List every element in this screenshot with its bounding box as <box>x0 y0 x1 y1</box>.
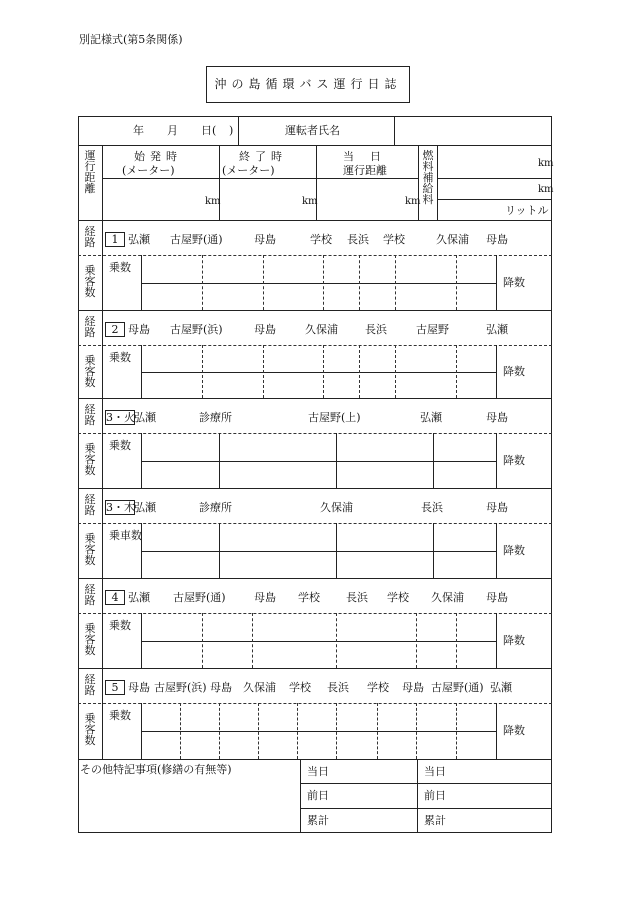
route-number-box <box>105 322 125 337</box>
route-stop: 久保浦 <box>305 323 338 336</box>
grid-column-divider <box>433 523 434 578</box>
route-separator <box>78 345 552 346</box>
boarding-count-cell[interactable] <box>435 435 494 459</box>
grid-column-divider <box>416 703 417 759</box>
boarding-count-cell[interactable] <box>299 705 334 729</box>
route-block-bottom <box>78 310 552 311</box>
notes-today-2: 当日 <box>424 765 446 778</box>
route-stop: 母島 <box>486 501 508 514</box>
end-label: 終了時 <box>239 150 287 163</box>
boarding-count-cell[interactable] <box>338 435 431 459</box>
start-unit: km <box>205 196 221 207</box>
route-stop: 学校 <box>383 233 405 246</box>
notes-prev-1: 前日 <box>307 789 329 802</box>
grid-column-divider <box>202 613 203 668</box>
boarding-label: 乗数 <box>109 439 131 452</box>
alighting-count-cell[interactable] <box>143 553 217 576</box>
day-distance-sub: 運行距離 <box>343 164 387 177</box>
grid-column-divider <box>252 613 253 668</box>
boarding-count-cell[interactable] <box>338 705 375 729</box>
alighting-count-cell[interactable] <box>361 374 393 396</box>
grid-mid-line <box>141 641 496 642</box>
alighting-count-cell[interactable] <box>458 374 494 396</box>
alighting-count-cell[interactable] <box>143 285 200 308</box>
route-number: 3・木 <box>106 501 135 514</box>
boarding-count-cell[interactable] <box>260 705 295 729</box>
route-number-box <box>105 680 125 695</box>
boarding-count-cell[interactable] <box>338 525 431 549</box>
boarding-count-cell[interactable] <box>418 615 454 639</box>
route-stop: 古屋野 <box>416 323 449 336</box>
route-number-box <box>105 500 135 515</box>
grid-right-border <box>496 255 497 310</box>
grid-column-divider <box>180 703 181 759</box>
title-box <box>206 66 410 103</box>
grid-column-divider <box>219 703 220 759</box>
liter-unit: リットル <box>505 204 549 217</box>
alighting-count-cell[interactable] <box>418 733 454 757</box>
end-sub: (メーター) <box>222 164 275 177</box>
grid-column-divider <box>219 433 220 488</box>
boarding-label: 乗数 <box>109 619 131 632</box>
fuel-label: 燃料補給料 <box>422 149 434 206</box>
grid-column-divider <box>336 613 337 668</box>
boarding-count-cell[interactable] <box>397 257 454 281</box>
passengers-label: 乗客数 <box>84 354 96 389</box>
route-stop: 古屋野(通) <box>170 233 223 246</box>
grid-column-divider <box>456 703 457 759</box>
fuel-unit-1: km <box>538 158 554 169</box>
route-label: 経路 <box>84 673 96 697</box>
grid-column-divider <box>336 703 337 759</box>
boarding-count-cell[interactable] <box>361 347 393 370</box>
route-label: 経路 <box>84 403 96 427</box>
route-stop: 長浜 <box>421 501 443 514</box>
grid-column-divider <box>359 255 360 310</box>
route-stop: 弘瀬 <box>134 411 156 424</box>
route-stop: 長浜 <box>346 591 368 604</box>
route-stop: 母島 <box>254 323 276 336</box>
route-stop: 古屋野(通) <box>173 591 226 604</box>
route-stop: 母島 <box>128 681 150 694</box>
route-number: 5 <box>111 681 119 694</box>
grid-column-divider <box>456 345 457 398</box>
route-stop: 久保浦 <box>436 233 469 246</box>
route-block-bottom <box>78 398 552 399</box>
boarding-label: 乗車数 <box>109 529 142 542</box>
passengers-label: 乗客数 <box>84 532 96 567</box>
route-number: 1 <box>111 233 119 246</box>
end-unit: km <box>302 196 318 207</box>
grid-column-divider <box>336 523 337 578</box>
alighting-count-cell[interactable] <box>254 643 334 666</box>
boarding-count-cell[interactable] <box>458 347 494 370</box>
route-stop: 古屋野(上) <box>308 411 361 424</box>
year-label: 年 <box>133 124 144 137</box>
grid-column-divider <box>359 345 360 398</box>
alighting-count-cell[interactable] <box>397 374 454 396</box>
route-stop: 弘瀬 <box>134 501 156 514</box>
grid-column-divider <box>395 345 396 398</box>
route-stop: 長浜 <box>347 233 369 246</box>
route-separator <box>78 613 552 614</box>
route-stop: 母島 <box>210 681 232 694</box>
route-label-divider <box>102 668 103 759</box>
route-stop: 久保浦 <box>243 681 276 694</box>
boarding-count-cell[interactable] <box>204 347 261 370</box>
boarding-count-cell[interactable] <box>265 347 321 370</box>
grid-column-divider <box>416 613 417 668</box>
alighting-count-cell[interactable] <box>204 374 261 396</box>
distance-section-label: 運行距離 <box>84 149 96 195</box>
alighting-count-cell[interactable] <box>361 285 393 308</box>
passengers-label: 乗客数 <box>84 264 96 299</box>
alighting-count-cell[interactable] <box>265 285 321 308</box>
boarding-count-cell[interactable] <box>221 705 256 729</box>
alighting-label: 降数 <box>503 454 525 467</box>
month-label: 月 <box>167 124 178 137</box>
day-unit: km <box>405 196 421 207</box>
route-stop: 弘瀬 <box>128 233 150 246</box>
passengers-label: 乗客数 <box>84 442 96 477</box>
route-stop: 学校 <box>310 233 332 246</box>
grid-column-divider <box>433 433 434 488</box>
route-label: 経路 <box>84 493 96 517</box>
alighting-count-cell[interactable] <box>397 285 454 308</box>
boarding-label: 乗数 <box>109 709 131 722</box>
boarding-count-cell[interactable] <box>338 615 414 639</box>
boarding-label: 乗数 <box>109 261 131 274</box>
boarding-label: 乗数 <box>109 351 131 364</box>
route-stop: 久保浦 <box>320 501 353 514</box>
route-stop: 弘瀬 <box>486 323 508 336</box>
boarding-count-cell[interactable] <box>143 257 200 281</box>
boarding-count-cell[interactable] <box>379 705 414 729</box>
boarding-count-cell[interactable] <box>143 615 200 639</box>
alighting-count-cell[interactable] <box>204 643 250 666</box>
boarding-count-cell[interactable] <box>204 615 250 639</box>
route-number: 4 <box>111 591 119 604</box>
alighting-count-cell[interactable] <box>221 553 334 576</box>
route-separator <box>78 703 552 704</box>
route-block-bottom <box>78 488 552 489</box>
form-reference: 別記様式(第5条関係) <box>79 33 183 46</box>
route-label: 経路 <box>84 583 96 607</box>
grid-mid-line <box>141 731 496 732</box>
alighting-count-cell[interactable] <box>338 553 431 576</box>
weekday-close: ) <box>229 124 234 137</box>
grid-right-border <box>496 345 497 398</box>
boarding-count-cell[interactable] <box>254 615 334 639</box>
route-separator <box>78 523 552 524</box>
boarding-count-cell[interactable] <box>182 705 217 729</box>
boarding-count-cell[interactable] <box>143 435 217 459</box>
route-label-divider <box>102 398 103 488</box>
grid-column-divider <box>456 613 457 668</box>
grid-mid-line <box>141 551 496 552</box>
alighting-count-cell[interactable] <box>338 733 375 757</box>
grid-column-divider <box>263 255 264 310</box>
route-stop: 弘瀬 <box>420 411 442 424</box>
route-stop: 学校 <box>298 591 320 604</box>
notes-total-2: 累計 <box>424 814 446 827</box>
grid-column-divider <box>202 255 203 310</box>
route-label-divider <box>102 578 103 668</box>
route-label-divider <box>102 488 103 578</box>
grid-column-divider <box>323 255 324 310</box>
route-label: 経路 <box>84 225 96 249</box>
route-stop: 母島 <box>254 233 276 246</box>
day-label: 日( <box>201 124 217 137</box>
driver-name-field[interactable] <box>398 120 548 141</box>
route-separator <box>78 433 552 434</box>
route-stop: 母島 <box>254 591 276 604</box>
alighting-count-cell[interactable] <box>338 463 431 486</box>
alighting-count-cell[interactable] <box>299 733 334 757</box>
notes-label: その他特記事項(修繕の有無等) <box>80 763 232 776</box>
boarding-count-cell[interactable] <box>143 705 178 729</box>
alighting-count-cell[interactable] <box>143 643 200 666</box>
grid-right-border <box>496 433 497 488</box>
passengers-label: 乗客数 <box>84 712 96 747</box>
boarding-count-cell[interactable] <box>221 525 334 549</box>
alighting-count-cell[interactable] <box>435 463 494 486</box>
start-label: 始発時 <box>134 150 182 163</box>
grid-column-divider <box>297 703 298 759</box>
alighting-label: 降数 <box>503 634 525 647</box>
route-block-bottom <box>78 578 552 579</box>
boarding-count-cell[interactable] <box>325 347 357 370</box>
boarding-count-cell[interactable] <box>458 705 494 729</box>
boarding-count-cell[interactable] <box>458 257 494 281</box>
alighting-count-cell[interactable] <box>458 643 494 666</box>
grid-column-divider <box>395 255 396 310</box>
boarding-count-cell[interactable] <box>265 257 321 281</box>
route-label-divider <box>102 310 103 398</box>
boarding-count-cell[interactable] <box>397 347 454 370</box>
alighting-label: 降数 <box>503 276 525 289</box>
route-number: 2 <box>111 323 119 336</box>
grid-mid-line <box>141 372 496 373</box>
boarding-count-cell[interactable] <box>143 525 217 549</box>
grid-right-border <box>496 613 497 668</box>
boarding-count-cell[interactable] <box>325 257 357 281</box>
boarding-count-cell[interactable] <box>435 525 494 549</box>
notes-prev-2: 前日 <box>424 789 446 802</box>
route-stop: 久保浦 <box>431 591 464 604</box>
alighting-count-cell[interactable] <box>458 733 494 757</box>
fuel-unit-2: km <box>538 184 554 195</box>
alighting-count-cell[interactable] <box>458 285 494 308</box>
boarding-count-cell[interactable] <box>458 615 494 639</box>
route-stop: 診療所 <box>199 411 232 424</box>
route-stop: 母島 <box>486 233 508 246</box>
alighting-count-cell[interactable] <box>325 285 357 308</box>
alighting-count-cell[interactable] <box>221 733 256 757</box>
route-stop: 母島 <box>402 681 424 694</box>
route-stop: 弘瀬 <box>490 681 512 694</box>
grid-mid-line <box>141 461 496 462</box>
route-number-box <box>105 410 135 425</box>
route-stop: 母島 <box>128 323 150 336</box>
grid-column-divider <box>258 703 259 759</box>
notes-today-1: 当日 <box>307 765 329 778</box>
alighting-count-cell[interactable] <box>143 374 200 396</box>
page-title: 沖の島循環バス運行日誌 <box>214 77 402 91</box>
route-separator <box>78 255 552 256</box>
passengers-label: 乗客数 <box>84 622 96 657</box>
route-stop: 母島 <box>486 411 508 424</box>
route-stop: 古屋野(浜) <box>170 323 223 336</box>
alighting-count-cell[interactable] <box>265 374 321 396</box>
driver-name-label: 運転者氏名 <box>285 124 340 137</box>
grid-column-divider <box>323 345 324 398</box>
route-stop: 学校 <box>387 591 409 604</box>
grid-mid-line <box>141 283 496 284</box>
alighting-count-cell[interactable] <box>182 733 217 757</box>
route-stop: 古屋野(浜) <box>154 681 207 694</box>
grid-column-divider <box>456 255 457 310</box>
alighting-count-cell[interactable] <box>221 463 334 486</box>
route-number: 3・火 <box>106 411 135 424</box>
alighting-count-cell[interactable] <box>325 374 357 396</box>
route-block-bottom <box>78 668 552 669</box>
grid-column-divider <box>263 345 264 398</box>
route-stop: 長浜 <box>365 323 387 336</box>
route-stop: 弘瀬 <box>128 591 150 604</box>
boarding-count-cell[interactable] <box>221 435 334 459</box>
grid-column-divider <box>219 523 220 578</box>
boarding-count-cell[interactable] <box>143 347 200 370</box>
day-distance-label: 当日 <box>343 150 397 163</box>
route-label-divider <box>102 220 103 310</box>
start-sub: (メーター) <box>122 164 175 177</box>
alighting-count-cell[interactable] <box>418 643 454 666</box>
boarding-count-cell[interactable] <box>204 257 261 281</box>
route-stop: 母島 <box>486 591 508 604</box>
route-stop: 古屋野(通) <box>431 681 484 694</box>
boarding-count-cell[interactable] <box>361 257 393 281</box>
notes-total-1: 累計 <box>307 814 329 827</box>
grid-column-divider <box>336 433 337 488</box>
grid-column-divider <box>377 703 378 759</box>
grid-column-divider <box>202 345 203 398</box>
alighting-count-cell[interactable] <box>260 733 295 757</box>
grid-right-border <box>496 703 497 759</box>
route-number-box <box>105 232 125 247</box>
route-stop: 学校 <box>367 681 389 694</box>
alighting-label: 降数 <box>503 544 525 557</box>
route-stop: 長浜 <box>327 681 349 694</box>
alighting-label: 降数 <box>503 724 525 737</box>
boarding-count-cell[interactable] <box>418 705 454 729</box>
route-number-box <box>105 590 125 605</box>
alighting-count-cell[interactable] <box>338 643 414 666</box>
route-stop: 学校 <box>289 681 311 694</box>
alighting-count-cell[interactable] <box>143 463 217 486</box>
alighting-count-cell[interactable] <box>379 733 414 757</box>
route-label: 経路 <box>84 315 96 339</box>
alighting-count-cell[interactable] <box>435 553 494 576</box>
alighting-count-cell[interactable] <box>204 285 261 308</box>
alighting-label: 降数 <box>503 365 525 378</box>
route-stop: 診療所 <box>199 501 232 514</box>
grid-right-border <box>496 523 497 578</box>
alighting-count-cell[interactable] <box>143 733 178 757</box>
